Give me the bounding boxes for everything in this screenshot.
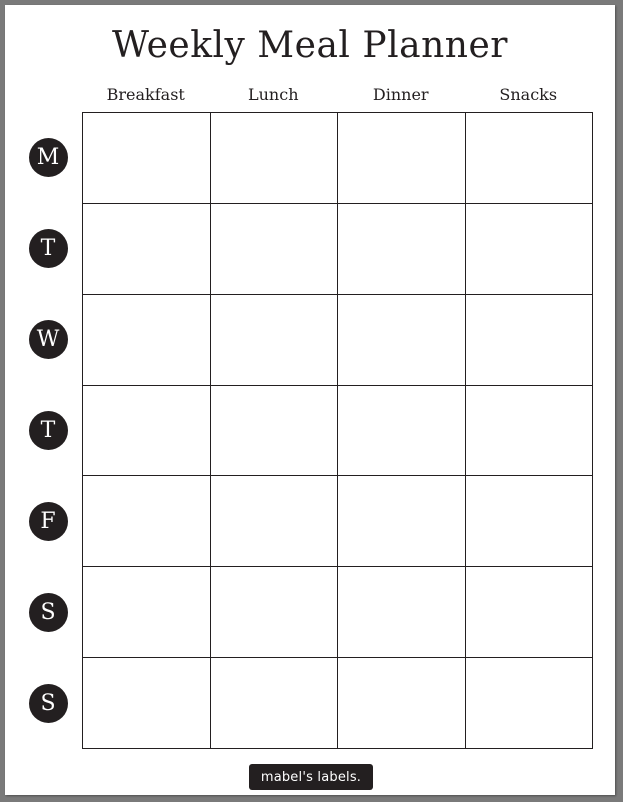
meal-cell-wednesday-lunch[interactable] xyxy=(211,295,339,386)
mabels-labels-logo: mabel's labels. xyxy=(249,764,373,790)
column-header-dinner: Dinner xyxy=(372,85,429,104)
meal-cell-tuesday-lunch[interactable] xyxy=(211,204,339,295)
column-header-snacks: Snacks xyxy=(499,85,558,104)
column-header-lunch: Lunch xyxy=(248,85,299,104)
meal-grid xyxy=(82,112,593,749)
day-labels xyxy=(28,112,68,749)
meal-cell-monday-snacks[interactable] xyxy=(466,113,594,204)
meal-cell-friday-snacks[interactable] xyxy=(466,476,594,567)
day-badge-friday: F xyxy=(29,502,68,541)
meal-cell-saturday-breakfast[interactable] xyxy=(83,567,211,658)
meal-cell-sunday-breakfast[interactable] xyxy=(83,658,211,749)
day-badge-saturday: S xyxy=(29,593,68,632)
meal-cell-monday-dinner[interactable] xyxy=(338,113,466,204)
day-badge-monday: M xyxy=(29,138,68,177)
meal-cell-monday-breakfast[interactable] xyxy=(83,113,211,204)
meal-cell-tuesday-snacks[interactable] xyxy=(466,204,594,295)
meal-cell-sunday-lunch[interactable] xyxy=(211,658,339,749)
day-badge-thursday: T xyxy=(29,411,68,450)
day-badge-sunday: S xyxy=(29,684,68,723)
meal-cell-sunday-snacks[interactable] xyxy=(466,658,594,749)
meal-cell-sunday-dinner[interactable] xyxy=(338,658,466,749)
meal-cell-thursday-dinner[interactable] xyxy=(338,386,466,477)
meal-cell-tuesday-dinner[interactable] xyxy=(338,204,466,295)
meal-cell-saturday-snacks[interactable] xyxy=(466,567,594,658)
meal-cell-saturday-lunch[interactable] xyxy=(211,567,339,658)
meal-cell-friday-lunch[interactable] xyxy=(211,476,339,567)
meal-cell-monday-lunch[interactable] xyxy=(211,113,339,204)
meal-cell-thursday-breakfast[interactable] xyxy=(83,386,211,477)
meal-cell-wednesday-snacks[interactable] xyxy=(466,295,594,386)
day-badge-wednesday: W xyxy=(29,320,68,359)
meal-cell-wednesday-breakfast[interactable] xyxy=(83,295,211,386)
meal-cell-friday-breakfast[interactable] xyxy=(83,476,211,567)
column-header-breakfast: Breakfast xyxy=(106,85,185,104)
meal-cell-saturday-dinner[interactable] xyxy=(338,567,466,658)
day-badge-tuesday: T xyxy=(29,229,68,268)
page-title: Weekly Meal Planner xyxy=(112,25,508,66)
meal-cell-thursday-lunch[interactable] xyxy=(211,386,339,477)
meal-cell-thursday-snacks[interactable] xyxy=(466,386,594,477)
meal-cell-friday-dinner[interactable] xyxy=(338,476,466,567)
planner-page xyxy=(5,5,615,795)
meal-cell-tuesday-breakfast[interactable] xyxy=(83,204,211,295)
meal-cell-wednesday-dinner[interactable] xyxy=(338,295,466,386)
column-headers xyxy=(82,83,592,107)
